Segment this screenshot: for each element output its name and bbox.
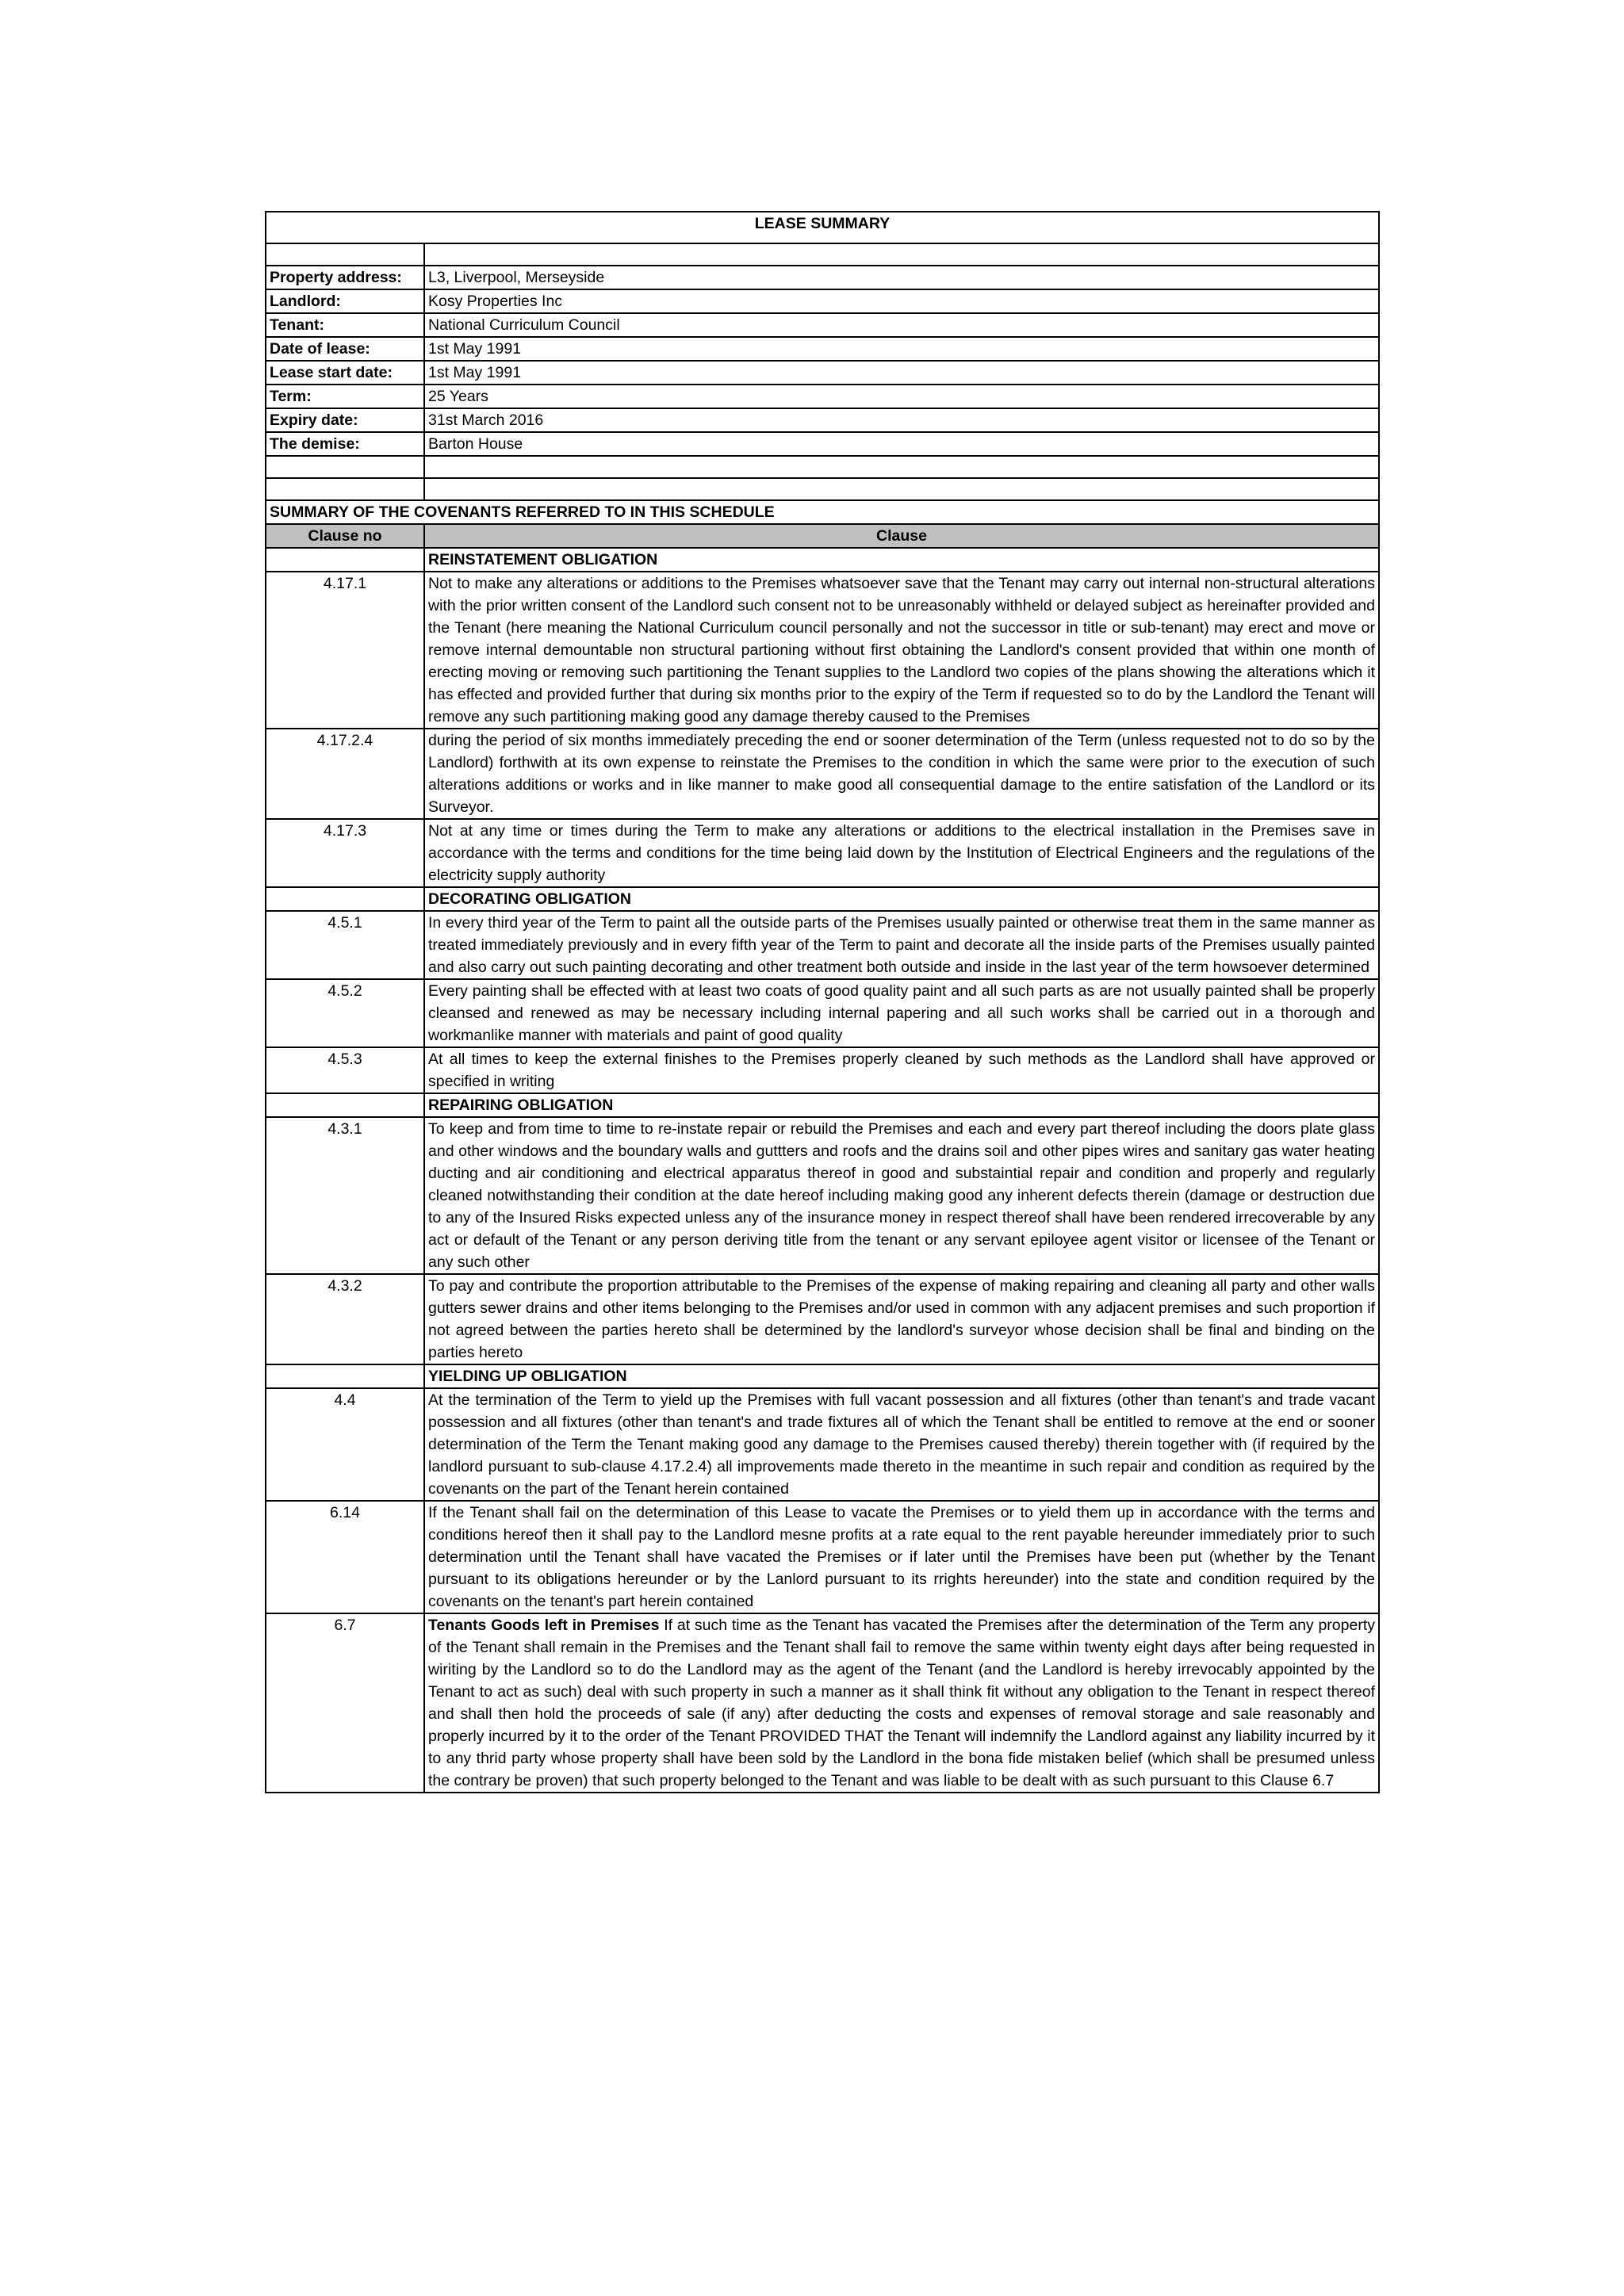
detail-label: Expiry date: — [266, 408, 424, 432]
clause-number: 4.5.3 — [266, 1047, 424, 1093]
clause-number: 4.3.1 — [266, 1117, 424, 1274]
clause-text-cell — [424, 819, 1379, 887]
clause-text-cell — [424, 979, 1379, 1047]
detail-row — [266, 385, 1379, 408]
clause-text: during the period of six months immediately preceding the end or sooner determination of the Term (unless requested not to do so by the Landlord) forthwith at its own expense to reinstate the Premises to the condition in which the same were prior to the execution of such alterations additions or works and in like manner to make good all consequential damage to the entire satisfation of the Landlord or its Surveyor. — [428, 732, 1375, 816]
clause-text: To pay and contribute the proportion attributable to the Premises of the expense of making repairing and cleaning all party and other walls gutters sewer drains and other items belonging to the Premises and/or used in common with any adjacent premises and such proportion if not agreed between the parties hereto shall be determined by the landlord's surveyor whose decision shall be final and binding on the parties hereto — [428, 1277, 1375, 1361]
detail-value: National Curriculum Council — [424, 313, 1379, 337]
clause-row — [266, 819, 1379, 887]
detail-row — [266, 289, 1379, 313]
clause-row — [266, 1047, 1379, 1093]
section-heading-row — [266, 1093, 1379, 1117]
clause-text: To keep and from time to time to re-instate repair or rebuild the Premises and each and every part thereof including the doors plate glass and other windows and the boundary walls and guttters and roofs and the drains soil and other pipes wires and sanitary gas water heating ducting and air conditioning and electrical apparatus thereof in good and substaintial repair and condition and properly and regularly cleaned notwithstanding their condition at the date hereof including making good any inherent defects therein (damage or destruction due to any of the Insured Risks expected unless any of the insurance money in respect thereof shall have been rendered irrecoverable by any act or default of the Tenant or any person deriving title from the tenant or any servant epiloyee agent visitor or licensee of the Tenant or any such other — [428, 1120, 1375, 1271]
clause-number: 4.5.1 — [266, 911, 424, 979]
lease-summary-sheet — [265, 211, 1378, 1793]
section-heading-row — [266, 887, 1379, 911]
section-heading-row — [266, 1364, 1379, 1388]
clause-text: At all times to keep the external finishes to the Premises properly cleaned by such methods as the Landlord shall have approved or specified in writing — [428, 1050, 1375, 1090]
clause-row — [266, 572, 1379, 729]
clause-row — [266, 979, 1379, 1047]
clause-number: 4.17.1 — [266, 572, 424, 729]
column-header-clause-no: Clause no — [266, 524, 424, 548]
clause-text-cell — [424, 1501, 1379, 1613]
column-header-row — [266, 524, 1379, 548]
clause-text-cell — [424, 1117, 1379, 1274]
clause-row — [266, 1117, 1379, 1274]
section-heading: REINSTATEMENT OBLIGATION — [424, 548, 1379, 572]
clause-row — [266, 1388, 1379, 1501]
detail-row — [266, 313, 1379, 337]
lease-summary-table — [265, 211, 1380, 1793]
clause-number: 6.7 — [266, 1613, 424, 1793]
blank-row — [266, 478, 1379, 500]
clause-text: If the Tenant shall fail on the determination of this Lease to vacate the Premises or to yield them up in accordance with the terms and conditions hereof then it shall pay to the Landlord mesne profits at a rate equal to the rent payable hereunder immediately prior to such determination until the Tenant shall have vacated the Premises or if later until the Premises have been put (whether by the Tenant pursuant to its obligations hereunder or by the Lanlord pursuant to its rrights hereunder) into the state and condition required by the covenants on the tenant's part herein contained — [428, 1504, 1375, 1610]
clause-text: Not at any time or times during the Term to make any alterations or additions to the electrical installation in the Premises save in accordance with the terms and conditions for the time being laid down by the Institution of Electrical Engineers and the regulations of the electricity supply authority — [428, 822, 1375, 884]
summary-heading-row — [266, 500, 1379, 524]
detail-value: 31st March 2016 — [424, 408, 1379, 432]
clause-row — [266, 1274, 1379, 1364]
clause-number: 4.17.2.4 — [266, 729, 424, 819]
detail-label: Property address: — [266, 266, 424, 289]
detail-row — [266, 361, 1379, 385]
detail-label: Landlord: — [266, 289, 424, 313]
clause-number: 4.4 — [266, 1388, 424, 1501]
clause-number: 4.3.2 — [266, 1274, 424, 1364]
column-header-clause: Clause — [424, 524, 1379, 548]
detail-row — [266, 408, 1379, 432]
detail-label: Tenant: — [266, 313, 424, 337]
section-heading: DECORATING OBLIGATION — [424, 887, 1379, 911]
detail-label: The demise: — [266, 432, 424, 456]
clause-lead-in: Tenants Goods left in Premises — [428, 1617, 660, 1634]
clause-text-cell — [424, 1388, 1379, 1501]
clause-text-cell — [424, 1613, 1379, 1793]
clause-text-cell — [424, 911, 1379, 979]
section-heading: REPAIRING OBLIGATION — [424, 1093, 1379, 1117]
clause-row — [266, 911, 1379, 979]
clause-text-cell — [424, 729, 1379, 819]
clause-text: If at such time as the Tenant has vacated the Premises after the determination of the Term any property of the Tenant shall remain in the Premises and the Tenant shall fail to remove the same within twenty eight days after being requested in wiriting by the Landlord so to do the Landlord may as the agent of the Tenant (and the Landlord is hereby irrevocably appointed by the Tenant to act as such) deal with such property in such a manner as it shall think fit without any obligation to the Tenant in respect thereof and shall then hold the proceeds of sale (if any) after deducting the costs and expenses of removal storage and sale reasonably and properly incurred by it to the order of the Tenant PROVIDED THAT the Tenant will indemnify the Landlord against any liability incurred by it to any thrid party whose property shall have been sold by the Landlord in the bona fide mistaken belief (which shall be presumed unless the contrary be proven) that such property belonged to the Tenant and was liable to be dealt with as such pursuant to this Clause 6.7 — [428, 1617, 1375, 1789]
clause-text: At the termination of the Term to yield up the Premises with full vacant possession and all fixtures (other than tenant's and trade vacant possession and all fixtures (other than tenant's and trade fixtures all of which the Tenant shall be entitled to remove at the end or sooner determination of the Term the Tenant making good any damage to the Premises caused thereby) therein together with (if required by the landlord pursuant to sub-clause 4.17.2.4) all improvements made thereto in the meantime in such repair and condition as required by the covenants on the part of the Tenant herein contained — [428, 1391, 1375, 1498]
blank-row — [266, 456, 1379, 478]
section-heading-row — [266, 548, 1379, 572]
blank-row — [266, 243, 1379, 266]
detail-value: L3, Liverpool, Merseyside — [424, 266, 1379, 289]
detail-value: 25 Years — [424, 385, 1379, 408]
detail-label: Lease start date: — [266, 361, 424, 385]
clause-row — [266, 1501, 1379, 1613]
clause-text: Not to make any alterations or additions to the Premises whatsoever save that the Tenant may carry out internal non-structural alterations with the prior written consent of the Landlord such consent not to be unreasonably withheld or delayed subject as hereinafter provided and the Tenant (here meaning the National Curriculum council personally and not the successor in title or sub-tenant) may erect and move or remove internal demountable non structural partioning without first obtaining the Landlord's consent provided that within one month of erecting moving or removing such partitioning the Tenant supplies to the Landlord two copies of the plans showing the alterations which it has effected and provided further that during six months prior to the expiry of the Term if requested so to do by the Landlord the Tenant will remove any such partitioning making good any damage thereby caused to the Premises — [428, 575, 1375, 725]
clause-number: 6.14 — [266, 1501, 424, 1613]
clause-text: In every third year of the Term to paint all the outside parts of the Premises usually painted or otherwise treat them in the same manner as treated immediately previously and in every fifth year of the Term to paint and decorate all the inside parts of the Premises usually painted and also carry out such painting decorating and other treatment both outside and inside in the last year of the term howsoever determined — [428, 914, 1375, 976]
detail-value: 1st May 1991 — [424, 337, 1379, 361]
clause-text-cell — [424, 1274, 1379, 1364]
detail-value: Kosy Properties Inc — [424, 289, 1379, 313]
clause-number: 4.5.2 — [266, 979, 424, 1047]
clause-row — [266, 1613, 1379, 1793]
detail-label: Term: — [266, 385, 424, 408]
section-heading: YIELDING UP OBLIGATION — [424, 1364, 1379, 1388]
summary-heading: SUMMARY OF THE COVENANTS REFERRED TO IN THIS SCHEDULE — [266, 500, 1379, 524]
page-title: LEASE SUMMARY — [266, 212, 1379, 243]
detail-value: 1st May 1991 — [424, 361, 1379, 385]
clause-number: 4.17.3 — [266, 819, 424, 887]
detail-row — [266, 337, 1379, 361]
clause-text-cell — [424, 1047, 1379, 1093]
clause-row — [266, 729, 1379, 819]
detail-value: Barton House — [424, 432, 1379, 456]
detail-label: Date of lease: — [266, 337, 424, 361]
detail-row — [266, 266, 1379, 289]
clause-text: Every painting shall be effected with at least two coats of good quality paint and all such parts as are not usually painted shall be properly cleansed and renewed as may be necessary including internal papering and all such works shall be carried out in a thorough and workmanlike manner with materials and paint of good quality — [428, 982, 1375, 1044]
detail-row — [266, 432, 1379, 456]
clause-text-cell — [424, 572, 1379, 729]
